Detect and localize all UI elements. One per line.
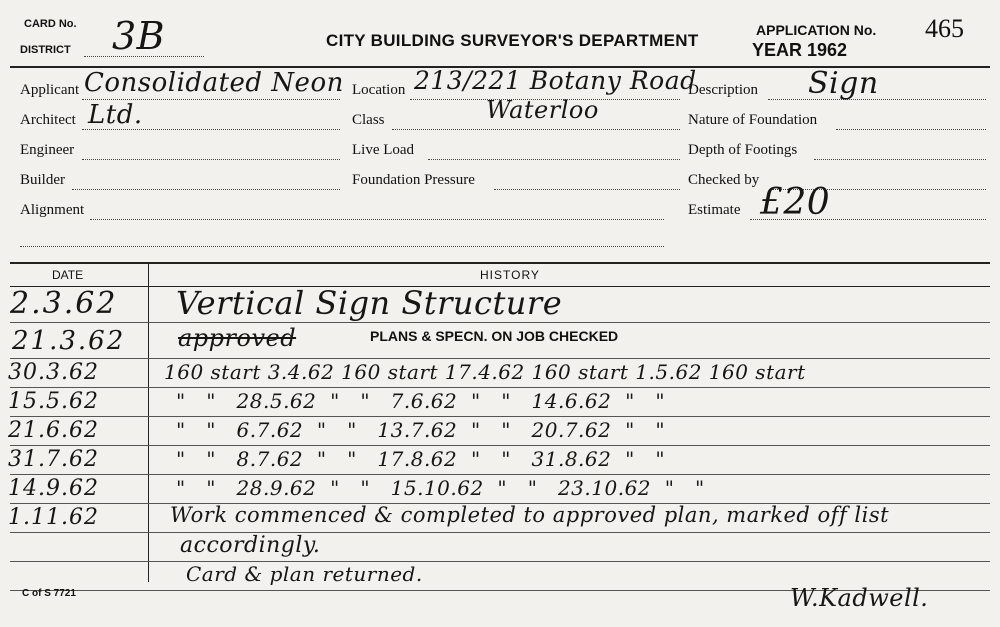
signature: W.Kadwell. bbox=[790, 584, 929, 612]
history-date: 21.6.62 bbox=[8, 418, 99, 443]
engineer-label: Engineer bbox=[20, 142, 75, 158]
row-rule bbox=[10, 532, 990, 533]
description-value: Sign bbox=[808, 66, 879, 101]
class-line bbox=[392, 129, 680, 130]
history-entry: Card & plan returned. bbox=[186, 562, 423, 586]
location-value: 213/221 Botany Road bbox=[414, 66, 697, 95]
foundation-pressure-label: Foundation Pressure bbox=[352, 172, 475, 188]
row-rule bbox=[10, 387, 990, 388]
history-entry: Work commenced & completed to approved plan, marked off list bbox=[170, 503, 890, 527]
history-entry: 160 start 3.4.62 160 start 17.4.62 160 start 1.5.62 160 start bbox=[164, 360, 806, 384]
history-entry: " " 8.7.62 " " 17.8.62 " " 31.8.62 " " bbox=[176, 447, 666, 471]
district-label: DISTRICT bbox=[20, 44, 71, 56]
nature-of-foundation-line bbox=[836, 129, 986, 130]
engineer-line bbox=[82, 159, 340, 160]
history-date: 1.11.62 bbox=[8, 505, 99, 530]
estimate-label: Estimate bbox=[688, 202, 741, 218]
row-rule bbox=[10, 445, 990, 446]
live-load-label: Live Load bbox=[352, 142, 415, 158]
history-entry: " " 28.5.62 " " 7.6.62 " " 14.6.62 " " bbox=[176, 389, 666, 413]
builder-label: Builder bbox=[20, 172, 65, 188]
architect-value: Ltd. bbox=[88, 100, 143, 130]
card-no-label: CARD No. bbox=[24, 18, 77, 30]
plans-checked-stamp: PLANS & SPECN. ON JOB CHECKED bbox=[370, 328, 619, 344]
history-top-border bbox=[10, 262, 990, 264]
description-label: Description bbox=[688, 82, 758, 98]
nature-of-foundation-label: Nature of Foundation bbox=[688, 112, 818, 128]
builder-line bbox=[72, 189, 340, 190]
history-entry: approved bbox=[178, 324, 297, 352]
history-date: 14.9.62 bbox=[8, 476, 99, 501]
alignment-label: Alignment bbox=[20, 202, 85, 218]
checked-by-label: Checked by bbox=[688, 172, 760, 188]
history-header: HISTORY bbox=[480, 268, 540, 282]
alignment-line bbox=[90, 219, 664, 220]
application-no-label: APPLICATION No. bbox=[756, 22, 877, 38]
location-label: Location bbox=[352, 82, 406, 98]
location-value-2: Waterloo bbox=[486, 96, 599, 124]
row-rule bbox=[10, 474, 990, 475]
history-date: 31.7.62 bbox=[8, 447, 99, 472]
class-label: Class bbox=[352, 112, 385, 128]
estimate-value: £20 bbox=[760, 182, 831, 223]
row-rule bbox=[10, 322, 990, 323]
live-load-line bbox=[428, 159, 680, 160]
year-label: YEAR 1962 bbox=[752, 40, 848, 60]
history-entry: " " 28.9.62 " " 15.10.62 " " 23.10.62 " " bbox=[176, 476, 705, 500]
applicant-value: Consolidated Neon bbox=[84, 68, 344, 98]
history-date: 30.3.62 bbox=[8, 360, 99, 385]
blank-line bbox=[20, 246, 664, 247]
depth-of-footings-line bbox=[814, 159, 986, 160]
date-header: DATE bbox=[52, 268, 84, 282]
architect-label: Architect bbox=[20, 112, 76, 128]
row-rule bbox=[10, 358, 990, 359]
history-date: 21.3.62 bbox=[12, 326, 126, 356]
date-column-divider bbox=[148, 262, 149, 582]
history-entry: Vertical Sign Structure bbox=[176, 284, 563, 322]
row-rule bbox=[10, 416, 990, 417]
foundation-pressure-line bbox=[494, 189, 680, 190]
applicant-label: Applicant bbox=[20, 82, 80, 98]
department-title: CITY BUILDING SURVEYOR'S DEPARTMENT bbox=[326, 31, 699, 50]
card-no-value: 3B bbox=[112, 14, 166, 58]
history-date: 15.5.62 bbox=[8, 389, 99, 414]
application-no-value: 465 bbox=[925, 14, 964, 43]
history-date: 2.3.62 bbox=[10, 286, 118, 321]
history-entry: accordingly. bbox=[180, 533, 321, 558]
form-code: C of S 7721 bbox=[22, 588, 76, 599]
depth-of-footings-label: Depth of Footings bbox=[688, 142, 798, 158]
row-rule bbox=[10, 561, 990, 562]
history-entry: " " 6.7.62 " " 13.7.62 " " 20.7.62 " " bbox=[176, 418, 666, 442]
